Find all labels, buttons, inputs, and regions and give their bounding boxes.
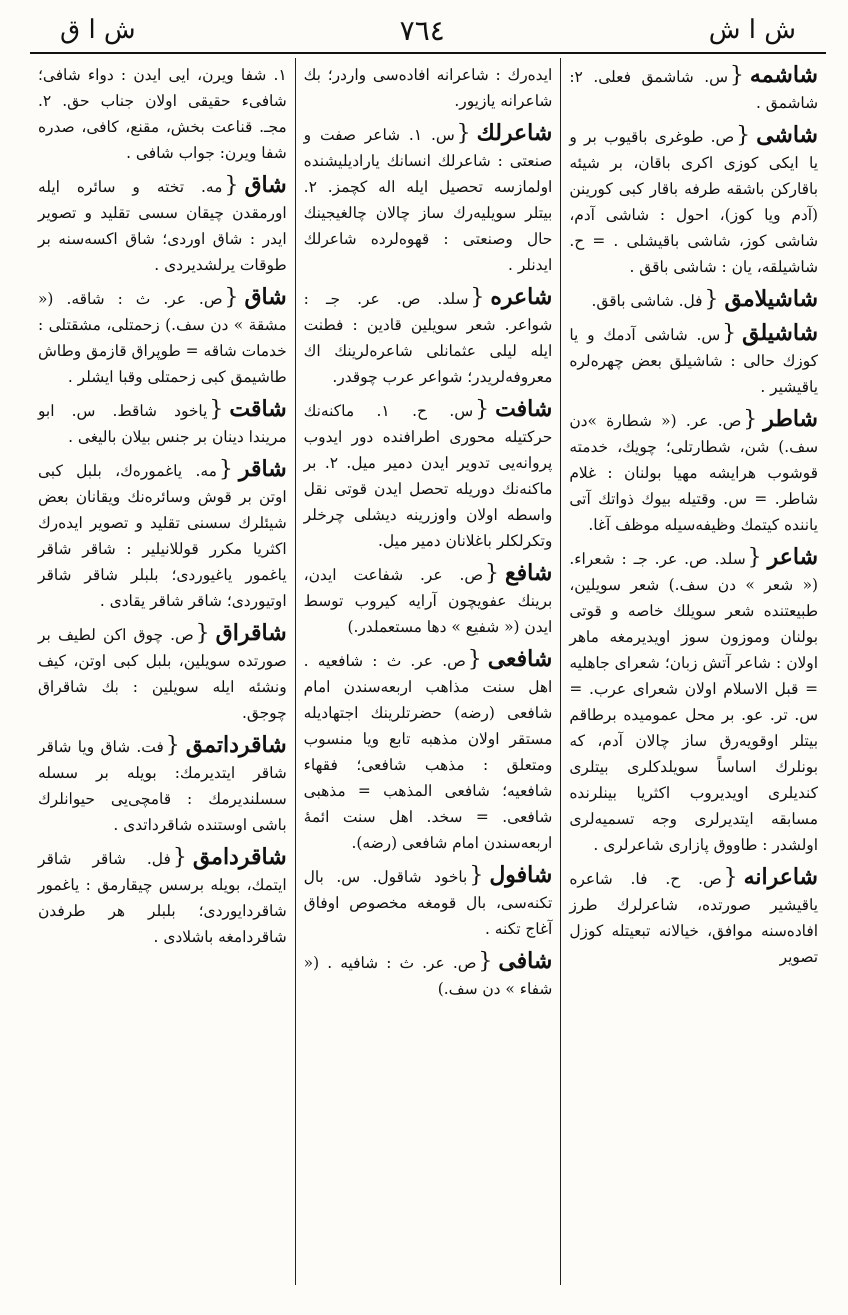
headword: شاقراق bbox=[215, 620, 287, 646]
definition-text: باخود شاقول. س. بال تکنه‌سی، بال قومغه مخصوص اوفاق آغاج تکنه . bbox=[303, 868, 553, 938]
headword: شاق bbox=[244, 172, 287, 198]
dictionary-entry bbox=[304, 560, 553, 640]
column-middle bbox=[295, 58, 561, 1285]
definition-text: سلد. ص. عر. جـ : شواعر. شعر سویلین قادین : فطنت ایله لیلی عثمانلی شاعره‌لرینك اك معروفه‌لریدر؛ شواعر عرب چوقدر. bbox=[303, 290, 553, 386]
columns bbox=[30, 58, 826, 1285]
brace-mark: { bbox=[475, 397, 490, 422]
definition-text: س. ١. شاعر صفت و صنعتی : شاعرلك انسانك یارادیلیشنده اولمازسه تحصیل ایله اله کچمز. ٢. بیتلر سویلیه‌رك ساز چالان چالغیجینك حال وصنعتی : قهوه‌لرده شاعرلك ایدنلر . bbox=[303, 126, 553, 274]
dictionary-entry bbox=[38, 62, 287, 166]
dictionary-entry bbox=[304, 120, 553, 278]
headword: شاقرداتمق bbox=[185, 732, 287, 758]
definition-text: مه. تخته و سائره ایله اورمقدن چیقان سسی تقلید و تصویر ایدر : شاق اوردی؛ شاق اکسه‌سنه بر طوقات یرلشدیردی . bbox=[37, 178, 287, 274]
definition-text: س. شاشمق فعلی. ٢: شاشمق . bbox=[569, 68, 818, 112]
definition-text: ص. عر. (« شطارة »دن سف.) شن، شطارتلی؛ چویك، خدمته قوشوب هرایشه مهیا بولنان : غلام شاطر. = س. وقتیله بیوك ذواتك آتی یاننده کیتمك وظیفه‌سیله موظف آغا. bbox=[569, 412, 818, 534]
dictionary-entry bbox=[38, 732, 287, 838]
headword: شافت bbox=[495, 396, 553, 422]
dictionary-entry bbox=[569, 62, 818, 116]
dictionary-entry bbox=[569, 544, 818, 858]
brace-mark: { bbox=[218, 457, 233, 482]
definition-text: س. شاشی آدمك و یا کوزك حالی : شاشیلق بعض چهره‌لره یاقیشیر . bbox=[569, 326, 818, 396]
headword: شاعرلك bbox=[476, 120, 553, 146]
brace-mark: { bbox=[470, 285, 485, 310]
definition-text: ص. طوغری باقیوب بر و یا ایکی کوزی اکری باقان، بر شیئه باقارکن باشقه طرفه باقار کبی کورینن (آدم ویا کوز)، احول : شاشی آدم، شاشی کوز، شاشی باقیشلی . = ح. شاشیلقه، یان : شاشی باقق . bbox=[569, 128, 818, 276]
dictionary-entry bbox=[38, 844, 287, 950]
page-header bbox=[30, 8, 826, 54]
headword: شاعر bbox=[767, 544, 818, 570]
headword: شاطر bbox=[763, 406, 818, 432]
brace-mark: { bbox=[467, 647, 482, 672]
dictionary-entry bbox=[38, 396, 287, 450]
brace-mark: { bbox=[195, 621, 210, 646]
brace-mark: { bbox=[743, 407, 758, 432]
brace-mark: { bbox=[747, 545, 762, 570]
headword: شافول bbox=[489, 862, 553, 888]
brace-mark: { bbox=[704, 287, 719, 312]
definition-text: ص. عر. ث : شافیه . (« شفاء » دن سف.) bbox=[303, 954, 553, 998]
headword: شاقر bbox=[238, 456, 287, 482]
dictionary-entry bbox=[569, 122, 818, 280]
headword: شاشمه bbox=[749, 62, 818, 88]
headword: شاقت bbox=[229, 396, 287, 422]
dictionary-entry bbox=[304, 862, 553, 942]
brace-mark: { bbox=[722, 321, 737, 346]
headword: شاعرانه bbox=[743, 864, 818, 890]
header-left-guide: ش ا ق bbox=[60, 15, 136, 45]
dictionary-entry bbox=[304, 396, 553, 554]
definition-text: ص. عر. شفاعت ایدن، برینك عفویچون آرایه کیروب توسط ایدن (« شفیع » دها مستعملدر.) bbox=[303, 566, 553, 636]
brace-mark: { bbox=[469, 863, 484, 888]
headword: شاعره bbox=[490, 284, 553, 310]
headword: شافع bbox=[504, 560, 553, 586]
brace-mark: { bbox=[224, 285, 239, 310]
dictionary-entry bbox=[304, 646, 553, 856]
dictionary-entry bbox=[38, 172, 287, 278]
brace-mark: { bbox=[172, 845, 187, 870]
headword: شافی bbox=[498, 948, 553, 974]
page-number: ٧٦٤ bbox=[399, 13, 445, 47]
brace-mark: { bbox=[478, 949, 493, 974]
definition-text: ص. ح. فا. شاعره یاقیشیر صورتده، شاعرلرك طرز افاده‌سنه موافق، خیالانه تبعیتله کوزل تصویر bbox=[569, 870, 818, 966]
headword: شاشیلامق bbox=[724, 286, 818, 312]
brace-mark: { bbox=[484, 561, 499, 586]
definition-text: ایده‌رك : شاعرانه افاده‌سی واردر؛ بك شاعرانه یازیور. bbox=[303, 66, 553, 110]
headword: شافعی bbox=[487, 646, 553, 672]
column-left bbox=[30, 58, 295, 1285]
dictionary-entry bbox=[569, 320, 818, 400]
brace-mark: { bbox=[723, 865, 738, 890]
definition-text: فل. شاشی باقق. bbox=[591, 292, 703, 310]
definition-text: فت. شاق ویا شاقر شاقر ایتدیرمك: بویله بر سسله سسلندیرمك : قامچی‌یی حیوانلرك باشی اوستنده شاقرداتدی . bbox=[37, 738, 287, 834]
dictionary-entry bbox=[304, 284, 553, 390]
brace-mark: { bbox=[736, 123, 751, 148]
brace-mark: { bbox=[456, 121, 471, 146]
dictionary-entry bbox=[38, 620, 287, 726]
header-right-guide: ش ا ش bbox=[708, 15, 796, 45]
headword: شاقردامق bbox=[192, 844, 287, 870]
brace-mark: { bbox=[165, 733, 180, 758]
column-right bbox=[560, 58, 826, 1285]
dictionary-entry bbox=[569, 406, 818, 538]
dictionary-entry bbox=[304, 948, 553, 1002]
brace-mark: { bbox=[224, 173, 239, 198]
definition-text: ١. شفا ویرن، ایی ایدن : دواء شافی؛ شافیء حقیقی اولان جناب حق. ٢. مجـ. قناعت بخش، مقنع، کافی، صدره شفا ویرن: جواب شافی . bbox=[37, 66, 287, 162]
headword: شاق bbox=[244, 284, 287, 310]
definition-text: مه. یاغموره‌ك، بلبل کبی اوتن بر قوش وسائره‌نك ویقانان بعض شیئلرك سسنی تقلید و تصویر ایده‌رك اکثریا مکرر قوللانیلیر : شاقر شاقر یاغمور یاغیوردی؛ بلبلر شاقر شاقر اوتیوردی؛ شاقر شاقر یقادی . bbox=[37, 462, 287, 610]
definition-text: س. ح. ١. ماکنه‌نك حركتیله محوری اطرافنده دور ایدوب پروانه‌یی تدویر ایدن دمیر میل. ٢. بر ماکنه‌نك دوریله تحصل ایدن قوتی نقل واسطه اولان واوزرینه دیشلی چرخلر وتکرلکلر باغلانان دمیر میل. bbox=[303, 402, 553, 550]
dictionary-entry bbox=[569, 286, 818, 314]
dictionary-entry bbox=[38, 456, 287, 614]
definition-text: فل. شاقر شاقر ایتمك، بویله برسس چیقارمق : یاغمور شاقردایو‌ردی؛ بلبلر هر طرفدن شاقردامغه باشلادی . bbox=[37, 850, 287, 946]
brace-mark: { bbox=[729, 63, 744, 88]
definition-text: یاخود شاقط. س. ابو مریندا دینان بر جنس بیلان بالیغی . bbox=[37, 402, 287, 446]
definition-text: ص. عر. ث : شاقه. (« مشقة » دن سف.) زحمتلی، مشقتلی : خدمات شاقه = طوپراق قازمق وطاش طاشیمق کبی زحمتلی وقبا ایشلر . bbox=[37, 290, 287, 386]
dictionary-entry bbox=[304, 62, 553, 114]
definition-text: ص. عر. ث : شافعیه . اهل سنت مذاهب اربعه‌سندن امام شافعی (رضه) حضرتلرینك اجتهادیله مستقر اولان مذهبه تابع ویا منسوب ومتعلق : مذهب شافعی؛ فقهاء شافعیه؛ شافعی المذهب = مذهبی شافعی. = سخد. اهل سنت ائمهٔ اربعه‌سندن امام شافعی (رضه). bbox=[303, 652, 553, 852]
definition-text: ص. چوق اکن لطیف بر صورتده سویلین، بلبل کبی اوتن، کیف ونشئه ایله سویلین : بك شاقراق چوجق. bbox=[37, 626, 287, 722]
dictionary-entry bbox=[569, 864, 818, 970]
dictionary-entry bbox=[38, 284, 287, 390]
headword: شاشی bbox=[756, 122, 818, 148]
definition-text: سلد. ص. عر. جـ : شعراء. (« شعر » دن سف.) شعر سویلین، طبیعتنده شعر سویلك خاصه و قوتی بولنان وموزون سوز اویدیرمغه ماهر اولان : شاعر آتش زبان؛ شعرای جاهلیه = قبل الاسلام اولان شعرای عرب. = س. تر. عو. بر محل عمومیده برطاقم بیتلر اوقویه‌رق ساز چالان آدم، که بونلرك اساساً سویلدکلری بیتلری کندیلری اویدیروب اکثریا بینلرنده مسابقه ایتدیرلری وجه تسمیه‌لری اولشدر : طاووق پازاری شاعرلری . bbox=[569, 550, 818, 854]
headword: شاشیلق bbox=[742, 320, 818, 346]
brace-mark: { bbox=[209, 397, 224, 422]
